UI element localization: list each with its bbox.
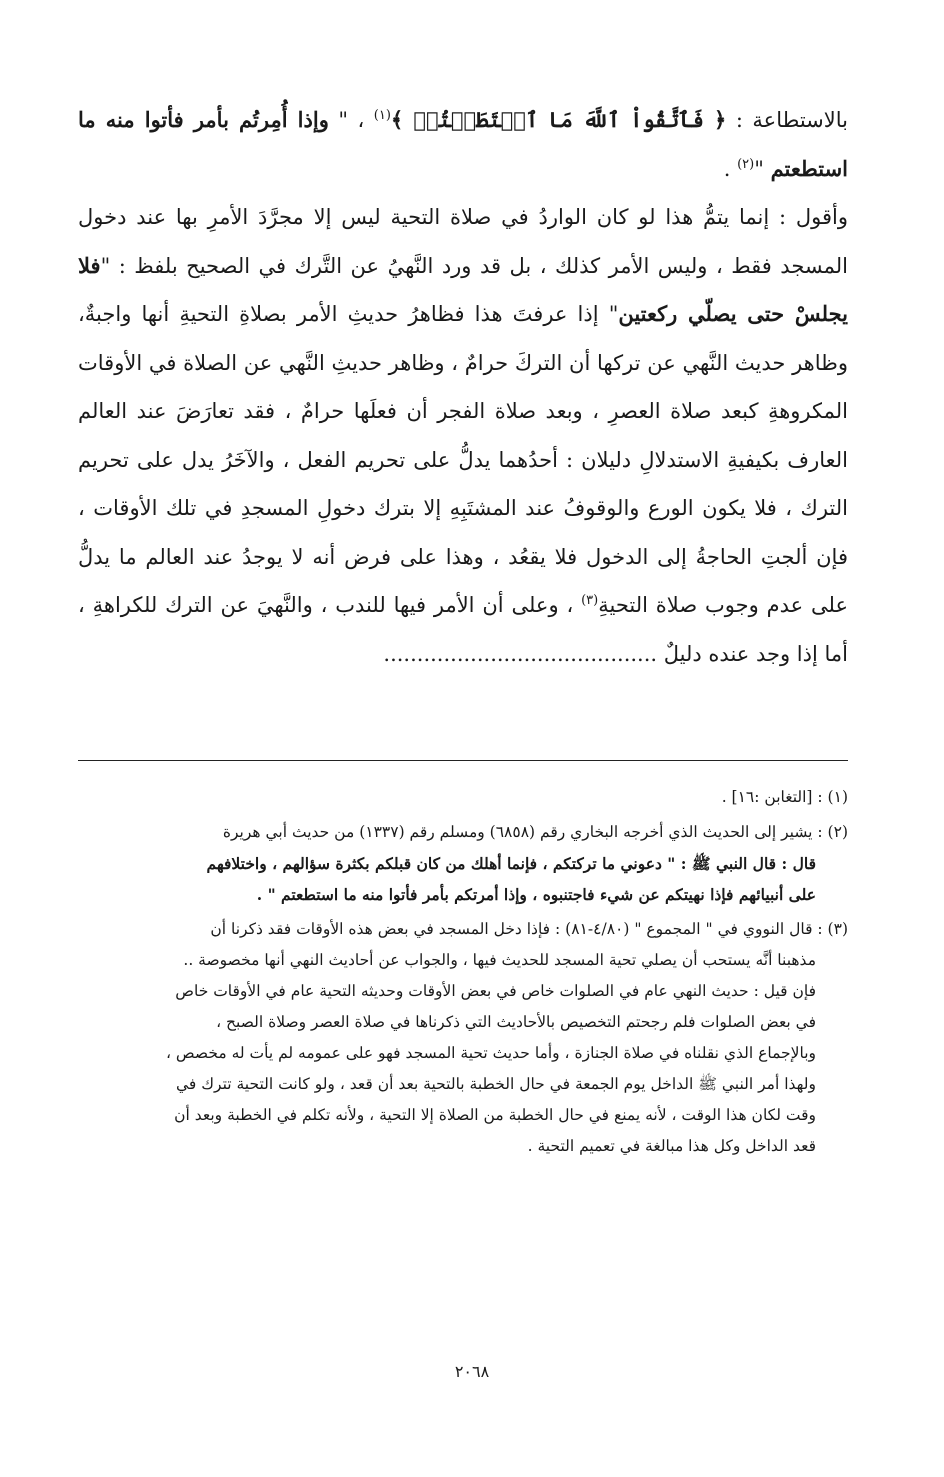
text-run: ، " bbox=[328, 108, 374, 132]
footnote-line: فإن قيل : حديث النهي عام في الصلوات خاص في بعض الأوقات وحديثه التحية عام في الأوقات خاص bbox=[175, 982, 816, 1000]
paragraph-2 bbox=[78, 193, 848, 678]
footnote-2 bbox=[78, 817, 848, 910]
hadith-quote: وإذا أُمِرتُم بأمر فأتوا منه ما استطعتم bbox=[78, 107, 848, 181]
footnote-line: قعد الداخل وكل هذا مبالغة في تعميم التحية . bbox=[527, 1137, 816, 1155]
footnote-ref-1[interactable]: (١) bbox=[373, 108, 391, 123]
footnote-line: (١) : [التغابن :١٦] . bbox=[721, 788, 848, 806]
footnote-line: (٣) : قال النووي في " المجموع " (٤/٨٠-٨١) : فإذا دخل المسجد في بعض هذه الأوقات فقد ذكرنا أن bbox=[210, 920, 848, 938]
text-run: . bbox=[723, 156, 738, 181]
paragraph-1 bbox=[78, 96, 848, 193]
footnote-ref-2[interactable]: (٢) bbox=[737, 156, 755, 172]
footnote-divider bbox=[78, 760, 848, 761]
footnote-line: وبالإجماع الذي نقلناه في صلاة الجنازة ، وأما حديث تحية المسجد فهو على عمومه لم يأت له مخصص ، bbox=[165, 1044, 816, 1062]
footnote-line: (٢) : يشير إلى الحديث الذي أخرجه البخاري رقم (٦٨٥٨) ومسلم رقم (١٣٣٧) من حديث أبي هريرة bbox=[222, 823, 848, 841]
text-run: بالاستطاعة : bbox=[726, 108, 848, 132]
text-run: ، وعلى أن الأمر فيها للندب ، والنَّهيَ عن الترك للكراهةِ ، أما إذا وجد عنده دليلٌ bbox=[78, 593, 848, 666]
footnote-3 bbox=[78, 914, 848, 1162]
footnote-line: وقت لكان هذا الوقت ، لأنه يمنع في حال الخطبة من الصلاة إلا التحية ، ولأنه تكلم في الخطبة وبعد أن bbox=[174, 1106, 816, 1124]
footnote-line: على أنبيائهم فإذا نهيتكم عن شيء فاجتنبوه ، وإذا أمرتكم بأمر فأتوا منه ما استطعتم " . bbox=[256, 885, 816, 904]
footnote-line: ولهذا أمر النبي ﷺ الداخل يوم الجمعة في حال الخطبة بالتحية بعد أن قعد ، ولو كانت التحية تترك في bbox=[176, 1075, 816, 1093]
ellipsis-dots: ......................................... bbox=[383, 641, 658, 666]
footnote-line: قال : قال النبي ﷺ : " دعوني ما تركتكم ، فإنما أهلك من كان قبلكم بكثرة سؤالهم ، واختلافهم bbox=[206, 854, 816, 873]
hadith-quote: فلا يجلسْ حتى يصلّي ركعتين bbox=[78, 252, 848, 326]
page-body bbox=[78, 96, 848, 678]
page-number: ٢٠٦٨ bbox=[454, 1362, 490, 1381]
text-run: " إذا عرفتَ هذا فظاهرُ حديثِ الأمر بصلاةِ التحيةِ أنها واجبةٌ، وظاهر حديث النَّهي عن تركها أن التركَ حرامٌ ، وظاهر حديثِ النَّهي عن الصلاة في الأوقات المكروهةِ كبعد صلاة العصرِ ، وبعد صلاة الفجر أن فعلَها حرامٌ ، فقد تعارَضَ عند العالم العارف بكيفيةِ الاستدلالِ دليلان : أحدُهما يدلُّ على تحريم الفعل ، والآخَرُ يدل على تحريم الترك ، فلا يكون الورع والوقوفُ عند المشتَبِهِ إلا بترك دخولِ المسجدِ في تلك الأوقات ، فإن ألجتِ الحاجةُ إلى الدخول فلا يقعُد ، وهذا على فرض أنه لا يوجدُ عند العالم ما يدلُّ على عدم وجوب صلاة التحيةِ bbox=[78, 302, 848, 617]
quran-verse: ﴿ فَٱتَّقُواْ ٱللَّهَ مَا ٱسۡتَطَعۡتُمۡ ﴾ bbox=[390, 107, 727, 132]
footnote-line: في بعض الصلوات فلم رجحتم التخصيص بالأحاديث التي ذكرناها في صلاة العصر وصلاة الصبح ، bbox=[216, 1013, 816, 1031]
text-run: وأقول : إنما يتمُّ هذا لو كان الواردُ في صلاة التحية ليس إلا مجرَّدَ الأمرِ بها عند دخول المسجد فقط ، وليس الأمر كذلك ، بل قد ورد النَّهيُ عن التَّرك في الصحيح بلفظ : " bbox=[78, 205, 848, 278]
footnote-line: مذهبنا أنَّه يستحب أن يصلي تحية المسجد للحديث فيها ، والجواب عن أحاديث النهي أنها مخصوصة .. bbox=[183, 951, 816, 969]
footnote-1 bbox=[78, 782, 848, 813]
footnote-ref-3[interactable]: (٣) bbox=[581, 593, 599, 608]
footnotes bbox=[78, 782, 848, 1166]
main-text bbox=[78, 96, 848, 678]
text-run: " bbox=[754, 156, 771, 181]
